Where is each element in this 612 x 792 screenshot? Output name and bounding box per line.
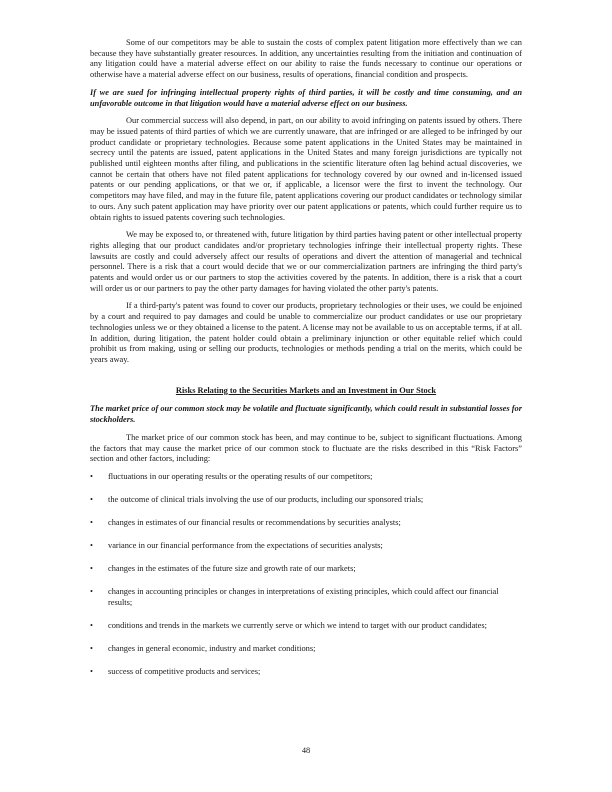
- document-page: [90, 38, 522, 690]
- list-item-text: conditions and trends in the markets we currently serve or which we intend to target with our product candidates;: [108, 621, 487, 631]
- bullet-icon: •: [90, 541, 93, 551]
- list-item-text: changes in general economic, industry and market conditions;: [108, 644, 316, 654]
- risk-heading-volatility: The market price of our common stock may be volatile and fluctuate significantly, which could result in substantial losses for stockholders.: [90, 404, 522, 425]
- page-number: 48: [301, 746, 311, 755]
- bullet-icon: •: [90, 621, 93, 631]
- bullet-icon: •: [90, 587, 93, 597]
- bullet-icon: •: [90, 518, 93, 528]
- bullet-icon: •: [90, 495, 93, 504]
- paragraph-market-price: The market price of our common stock has been, and may continue to be, subject to significant fluctuations. Among the factors that may cause the market price of our common stock to fluctuate are the risks described in this “Risk Factors” section and other factors, including:: [90, 432, 522, 464]
- paragraph-litigation-exposure: We may be exposed to, or threatened with, future litigation by third parties having patent or other intellectual property rights alleging that our product candidates and/or proprietary technologies infringe their intellectual property rights. These lawsuits are costly and could adversely affect our results of operations and divert the attention of managerial and technical personnel. There is a risk that a court would decide that we or our commercialization partners are infringing the third party's patents and would order us or our partners to stop the activities covered by the patents. In addition, there is a risk that a court will order us or our partners to pay the other party damages for having violated the other party's patents.: [90, 230, 522, 293]
- list-item-text: fluctuations in our operating results or the operating results of our competitors;: [108, 471, 373, 481]
- list-item-text: changes in the estimates of the future size and growth rate of our markets;: [108, 564, 356, 574]
- paragraph-commercial-success: Our commercial success will also depend, in part, on our ability to avoid infringing on patents issued by others. There may be issued patents of third parties of which we are currently unaware, that are infringed or are alleged to be infringed by our product candidate or proprietary technologies. Because some patent applications in the United States may be maintained in secrecy until the patents are issued, patent applications in the United States and many foreign jurisdictions are typically not published until eighteen months after filing, and publications in the scientific literature often lag behind actual discoveries, we cannot be certain that others have not filed patent applications for technology covered by our owned and in-licensed issued patents or our pending applications, or that we or, if applicable, a licensor were the first to invent the technology. Our competitors may have filed, and may in the future file, patent applications covering our product candidates or technology similar to ours. Any such patent application may have priority over our patent applications or patents, which could further require us to obtain rights to issued patents covering such technologies.: [90, 116, 522, 222]
- list-item-text: success of competitive products and services;: [108, 667, 261, 677]
- risk-factor-list: [90, 472, 522, 678]
- list-item-text: changes in accounting principles or changes in interpretations of existing principles, which could affect our financial results;: [108, 587, 499, 608]
- list-item: [90, 644, 522, 655]
- list-item: [90, 472, 522, 483]
- bullet-icon: •: [90, 644, 93, 654]
- bullet-icon: •: [90, 564, 93, 574]
- list-item-text: variance in our financial performance from the expectations of securities analysts;: [108, 541, 383, 551]
- list-item: [90, 518, 522, 529]
- list-item-text: changes in estimates of our financial results or recommendations by securities analysts;: [108, 518, 401, 528]
- list-item: [90, 541, 522, 552]
- risk-heading-infringement: If we are sued for infringing intellectual property rights of third parties, it will be costly and time consuming, and an unfavorable outcome in that litigation would have a material adverse effect on our business.: [90, 87, 522, 108]
- list-item: [90, 667, 522, 678]
- paragraph-litigation-costs: Some of our competitors may be able to sustain the costs of complex patent litigation more effectively than we can because they have substantially greater resources. In addition, any uncertainties resulting from the initiation and continuation of any litigation could have a material adverse effect on our ability to raise the funds necessary to continue our operations or otherwise have a material adverse effect on our business, results of operations, financial condition and prospects.: [90, 38, 522, 80]
- list-item: [90, 587, 522, 608]
- bullet-icon: •: [90, 667, 93, 677]
- list-item-text: the outcome of clinical trials involving the use of our products, including our sponsored trials;: [108, 495, 424, 504]
- list-item: [90, 564, 522, 575]
- section-title-securities-risks: Risks Relating to the Securities Markets and an Investment in Our Stock: [175, 385, 437, 395]
- bullet-icon: •: [90, 471, 93, 481]
- paragraph-injunction: If a third-party's patent was found to cover our products, proprietary technologies or their uses, we could be enjoined by a court and required to pay damages and could be unable to commercialize our product candidates or use our proprietary technologies unless we or they obtained a license to the patent. A license may not be available to us on acceptable terms, if at all. In addition, during litigation, the patent holder could obtain a preliminary injunction or other equitable relief which could prohibit us from making, using or selling our products, technologies or methods pending a trial on the merits, which could be years away.: [90, 301, 522, 364]
- list-item: [90, 495, 522, 506]
- list-item: [90, 621, 522, 632]
